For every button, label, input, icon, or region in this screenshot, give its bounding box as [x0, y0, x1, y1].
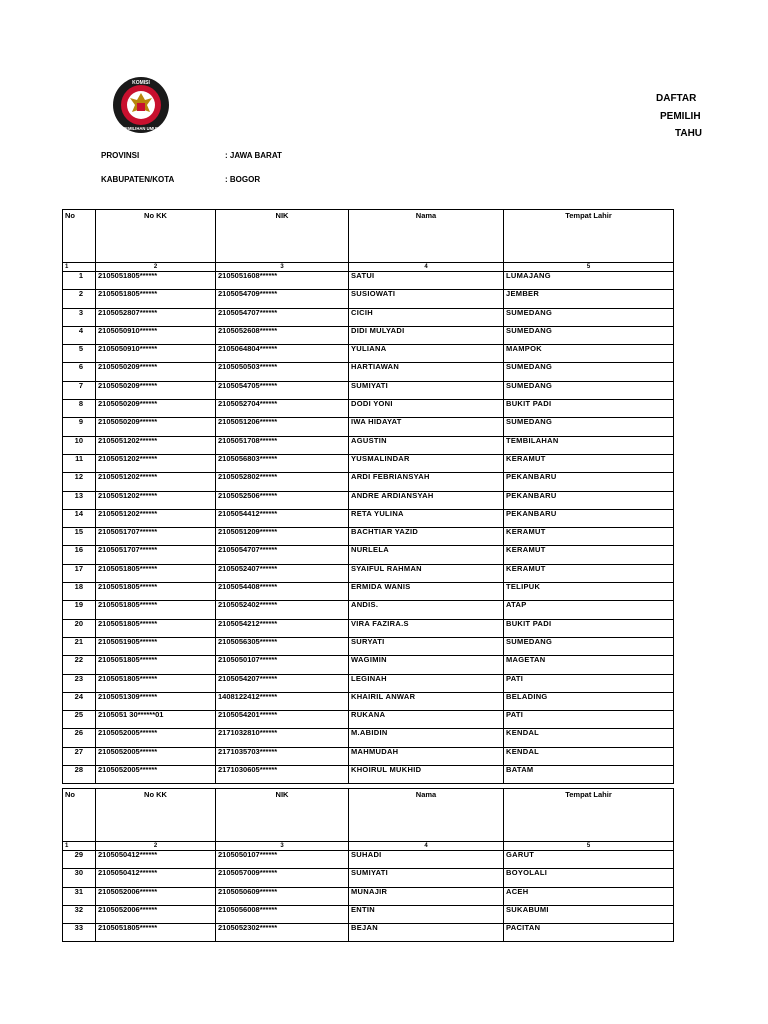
cell-nik: 2105051608****** [216, 272, 349, 290]
cell-tempat-lahir: KERAMUT [504, 546, 674, 564]
column-index-tempat-lahir: 5 [504, 263, 674, 272]
cell-nik: 2171035703****** [216, 747, 349, 765]
cell-no-kk: 2105051805****** [96, 601, 216, 619]
cell-no: 16 [63, 546, 96, 564]
table-row [63, 528, 674, 546]
table-row [63, 473, 674, 491]
cell-nama: KHAIRIL ANWAR [349, 692, 504, 710]
table-row [63, 869, 674, 887]
cell-tempat-lahir: ATAP [504, 601, 674, 619]
cell-no-kk: 2105051202****** [96, 491, 216, 509]
cell-no-kk: 2105050412****** [96, 851, 216, 869]
table-row [63, 583, 674, 601]
cell-tempat-lahir: KERAMUT [504, 528, 674, 546]
cell-no: 20 [63, 619, 96, 637]
cell-tempat-lahir: GARUT [504, 851, 674, 869]
cell-no-kk: 2105051805****** [96, 290, 216, 308]
cell-nama: MUNAJIR [349, 887, 504, 905]
cell-nik: 2105051209****** [216, 528, 349, 546]
cell-nik: 2105054707****** [216, 546, 349, 564]
cell-nik: 2171032810****** [216, 729, 349, 747]
table-row [63, 747, 674, 765]
cell-nik: 2105054207****** [216, 674, 349, 692]
cell-tempat-lahir: PEKANBARU [504, 491, 674, 509]
cell-no: 15 [63, 528, 96, 546]
cell-no: 3 [63, 308, 96, 326]
cell-no-kk: 2105051805****** [96, 619, 216, 637]
cell-no-kk: 2105051805****** [96, 564, 216, 582]
cell-nik: 2105050107****** [216, 656, 349, 674]
cell-no-kk: 2105051905****** [96, 637, 216, 655]
cell-nik: 2105054707****** [216, 308, 349, 326]
cell-no-kk: 2105050910****** [96, 345, 216, 363]
column-index-nik: 3 [216, 263, 349, 272]
column-index-row [63, 842, 674, 851]
table-row [63, 674, 674, 692]
voter-table-2 [62, 788, 674, 942]
cell-no: 29 [63, 851, 96, 869]
table-row [63, 308, 674, 326]
cell-no: 10 [63, 436, 96, 454]
cell-nik: 2105052402****** [216, 601, 349, 619]
cell-tempat-lahir: BUKIT PADI [504, 400, 674, 418]
table-row [63, 766, 674, 784]
cell-tempat-lahir: ACEH [504, 887, 674, 905]
cell-nama: BACHTIAR YAZID [349, 528, 504, 546]
column-header-nama: Nama [349, 789, 504, 842]
cell-nik: 2105052506****** [216, 491, 349, 509]
cell-no-kk: 2105050209****** [96, 363, 216, 381]
column-header-tempat-lahir: Tempat Lahir [504, 789, 674, 842]
cell-no-kk: 2105051202****** [96, 509, 216, 527]
column-header-no: No [63, 210, 96, 263]
cell-tempat-lahir: BATAM [504, 766, 674, 784]
cell-no-kk: 2105051805****** [96, 583, 216, 601]
table-row [63, 400, 674, 418]
cell-nik: 2105052802****** [216, 473, 349, 491]
cell-nama: YULIANA [349, 345, 504, 363]
cell-no: 24 [63, 692, 96, 710]
cell-nik: 2105050107****** [216, 851, 349, 869]
cell-nik: 2105050503****** [216, 363, 349, 381]
cell-nik: 2105054201****** [216, 711, 349, 729]
table-row [63, 851, 674, 869]
cell-nama: RETA YULINA [349, 509, 504, 527]
cell-no: 28 [63, 766, 96, 784]
voter-table-1 [62, 209, 674, 784]
cell-nama: CICIH [349, 308, 504, 326]
column-index-tempat-lahir: 5 [504, 842, 674, 851]
cell-no-kk: 2105050910****** [96, 326, 216, 344]
cell-nik: 1408122412****** [216, 692, 349, 710]
column-header-nik: NIK [216, 210, 349, 263]
cell-nama: ENTIN [349, 905, 504, 923]
column-index-row [63, 263, 674, 272]
cell-no: 2 [63, 290, 96, 308]
table-header-row [63, 789, 674, 842]
cell-nama: BEJAN [349, 924, 504, 942]
table-row [63, 887, 674, 905]
cell-tempat-lahir: PEKANBARU [504, 473, 674, 491]
cell-nama: SUMIYATI [349, 381, 504, 399]
column-index-no-kk: 2 [96, 842, 216, 851]
cell-nik: 2105051708****** [216, 436, 349, 454]
cell-no-kk: 2105051805****** [96, 924, 216, 942]
column-index-nik: 3 [216, 842, 349, 851]
cell-no: 31 [63, 887, 96, 905]
cell-tempat-lahir: PATI [504, 711, 674, 729]
cell-nik: 2105054709****** [216, 290, 349, 308]
cell-no: 7 [63, 381, 96, 399]
cell-tempat-lahir: BUKIT PADI [504, 619, 674, 637]
cell-tempat-lahir: KERAMUT [504, 454, 674, 472]
provinsi-label: PROVINSI [101, 151, 140, 160]
table-row [63, 491, 674, 509]
cell-no: 5 [63, 345, 96, 363]
cell-nama: RUKANA [349, 711, 504, 729]
cell-nik: 2105054408****** [216, 583, 349, 601]
cell-nama: IWA HIDAYAT [349, 418, 504, 436]
cell-no-kk: 2105051707****** [96, 546, 216, 564]
cell-tempat-lahir: SUMEDANG [504, 381, 674, 399]
column-header-nama: Nama [349, 210, 504, 263]
cell-no-kk: 2105050209****** [96, 381, 216, 399]
cell-no: 25 [63, 711, 96, 729]
cell-nik: 2105054705****** [216, 381, 349, 399]
cell-nama: SUSIOWATI [349, 290, 504, 308]
cell-no: 8 [63, 400, 96, 418]
cell-tempat-lahir: PATI [504, 674, 674, 692]
cell-tempat-lahir: TELIPUK [504, 583, 674, 601]
kpu-garuda-emblem-icon [112, 76, 170, 134]
column-header-no-kk: No KK [96, 789, 216, 842]
cell-nama: SUHADI [349, 851, 504, 869]
table-row [63, 381, 674, 399]
column-index-no-kk: 2 [96, 263, 216, 272]
cell-no: 27 [63, 747, 96, 765]
cell-nama: ERMIDA WANIS [349, 583, 504, 601]
cell-no: 11 [63, 454, 96, 472]
cell-nama: SURYATI [349, 637, 504, 655]
table-row [63, 637, 674, 655]
cell-no-kk: 2105051309****** [96, 692, 216, 710]
cell-no-kk: 2105050209****** [96, 400, 216, 418]
cell-nama: ANDRE ARDIANSYAH [349, 491, 504, 509]
cell-nik: 2105064804****** [216, 345, 349, 363]
table-row [63, 564, 674, 582]
table-row [63, 326, 674, 344]
cell-nama: SYAIFUL RAHMAN [349, 564, 504, 582]
cell-no-kk: 2105052807****** [96, 308, 216, 326]
table-header-row [63, 210, 674, 263]
cell-no-kk: 2105052006****** [96, 905, 216, 923]
cell-nama: HARTIAWAN [349, 363, 504, 381]
table-row [63, 436, 674, 454]
cell-nik: 2105056803****** [216, 454, 349, 472]
cell-no: 18 [63, 583, 96, 601]
kpu-logo [112, 76, 170, 134]
cell-no-kk: 2105051805****** [96, 674, 216, 692]
cell-nama: AGUSTIN [349, 436, 504, 454]
table-row [63, 905, 674, 923]
cell-no-kk: 2105051805****** [96, 272, 216, 290]
cell-nama: MAHMUDAH [349, 747, 504, 765]
cell-no-kk: 2105051202****** [96, 473, 216, 491]
table-row [63, 656, 674, 674]
cell-no: 23 [63, 674, 96, 692]
column-index-no: 1 [63, 842, 96, 851]
title-line-3: TAHU [675, 128, 703, 139]
cell-no-kk: 2105052005****** [96, 729, 216, 747]
cell-tempat-lahir: KERAMUT [504, 564, 674, 582]
column-header-nik: NIK [216, 789, 349, 842]
cell-nik: 2105052704****** [216, 400, 349, 418]
cell-no: 30 [63, 869, 96, 887]
table-row [63, 711, 674, 729]
cell-tempat-lahir: KENDAL [504, 729, 674, 747]
table-row [63, 509, 674, 527]
cell-nama: WAGIMIN [349, 656, 504, 674]
kabupaten-value: : BOGOR [225, 175, 261, 184]
cell-no-kk: 2105051 30******01 [96, 711, 216, 729]
cell-tempat-lahir: SUMEDANG [504, 418, 674, 436]
cell-no-kk: 2105050412****** [96, 869, 216, 887]
cell-no: 17 [63, 564, 96, 582]
cell-no-kk: 2105051202****** [96, 436, 216, 454]
cell-tempat-lahir: SUMEDANG [504, 637, 674, 655]
table-row [63, 546, 674, 564]
table-row [63, 345, 674, 363]
cell-nik: 2105054412****** [216, 509, 349, 527]
cell-tempat-lahir: MAGETAN [504, 656, 674, 674]
cell-nama: M.ABIDIN [349, 729, 504, 747]
cell-no-kk: 2105051805****** [96, 656, 216, 674]
cell-nama: KHOIRUL MUKHID [349, 766, 504, 784]
cell-tempat-lahir: SUMEDANG [504, 363, 674, 381]
cell-tempat-lahir: BOYOLALI [504, 869, 674, 887]
provinsi-value: : JAWA BARAT [225, 151, 282, 160]
cell-nama: ARDI FEBRIANSYAH [349, 473, 504, 491]
cell-tempat-lahir: JEMBER [504, 290, 674, 308]
cell-no: 19 [63, 601, 96, 619]
cell-tempat-lahir: BELADING [504, 692, 674, 710]
table-row [63, 601, 674, 619]
column-index-nama: 4 [349, 263, 504, 272]
cell-nama: SATUI [349, 272, 504, 290]
cell-no: 12 [63, 473, 96, 491]
table-row [63, 924, 674, 942]
cell-no: 9 [63, 418, 96, 436]
cell-no-kk: 2105052005****** [96, 747, 216, 765]
cell-tempat-lahir: TEMBILAHAN [504, 436, 674, 454]
cell-tempat-lahir: LUMAJANG [504, 272, 674, 290]
cell-tempat-lahir: SUKABUMI [504, 905, 674, 923]
column-index-nama: 4 [349, 842, 504, 851]
table-row [63, 729, 674, 747]
cell-no-kk: 2105051707****** [96, 528, 216, 546]
cell-no: 21 [63, 637, 96, 655]
cell-nik: 2105054212****** [216, 619, 349, 637]
title-line-1: DAFTAR [656, 93, 697, 104]
cell-nik: 2105056305****** [216, 637, 349, 655]
table-row [63, 692, 674, 710]
table-row [63, 454, 674, 472]
cell-nik: 2105052608****** [216, 326, 349, 344]
cell-nik: 2105051206****** [216, 418, 349, 436]
cell-no-kk: 2105051202****** [96, 454, 216, 472]
column-header-tempat-lahir: Tempat Lahir [504, 210, 674, 263]
cell-nik: 2105052407****** [216, 564, 349, 582]
cell-tempat-lahir: PACITAN [504, 924, 674, 942]
column-header-no-kk: No KK [96, 210, 216, 263]
cell-tempat-lahir: SUMEDANG [504, 308, 674, 326]
table-row [63, 290, 674, 308]
cell-no-kk: 2105052005****** [96, 766, 216, 784]
title-line-2: PEMILIH [660, 111, 701, 122]
cell-no: 33 [63, 924, 96, 942]
cell-nik: 2105050609****** [216, 887, 349, 905]
table-row [63, 363, 674, 381]
cell-no: 26 [63, 729, 96, 747]
logo-text-bottom: PEMILIHAN UMUM [122, 126, 160, 131]
cell-no: 14 [63, 509, 96, 527]
cell-tempat-lahir: PEKANBARU [504, 509, 674, 527]
cell-no: 6 [63, 363, 96, 381]
table-row [63, 619, 674, 637]
cell-no: 4 [63, 326, 96, 344]
cell-nama: YUSMALINDAR [349, 454, 504, 472]
kabupaten-label: KABUPATEN/KOTA [101, 175, 175, 184]
cell-no-kk: 2105050209****** [96, 418, 216, 436]
cell-tempat-lahir: MAMPOK [504, 345, 674, 363]
column-header-no: No [63, 789, 96, 842]
cell-nik: 2105052302****** [216, 924, 349, 942]
column-index-no: 1 [63, 263, 96, 272]
cell-nama: DODI YONI [349, 400, 504, 418]
table-row [63, 272, 674, 290]
cell-nik: 2105056008****** [216, 905, 349, 923]
cell-nik: 2171030605****** [216, 766, 349, 784]
table-row [63, 418, 674, 436]
cell-nama: ANDIS. [349, 601, 504, 619]
cell-nama: SUMIYATI [349, 869, 504, 887]
cell-no-kk: 2105052006****** [96, 887, 216, 905]
cell-nama: LEGINAH [349, 674, 504, 692]
cell-nama: NURLELA [349, 546, 504, 564]
cell-no: 1 [63, 272, 96, 290]
cell-no: 32 [63, 905, 96, 923]
cell-nama: VIRA FAZIRA.S [349, 619, 504, 637]
cell-nama: DIDI MULYADI [349, 326, 504, 344]
cell-no: 22 [63, 656, 96, 674]
cell-tempat-lahir: KENDAL [504, 747, 674, 765]
cell-tempat-lahir: SUMEDANG [504, 326, 674, 344]
cell-nik: 2105057009****** [216, 869, 349, 887]
cell-no: 13 [63, 491, 96, 509]
logo-text-top: KOMISI [132, 80, 150, 86]
